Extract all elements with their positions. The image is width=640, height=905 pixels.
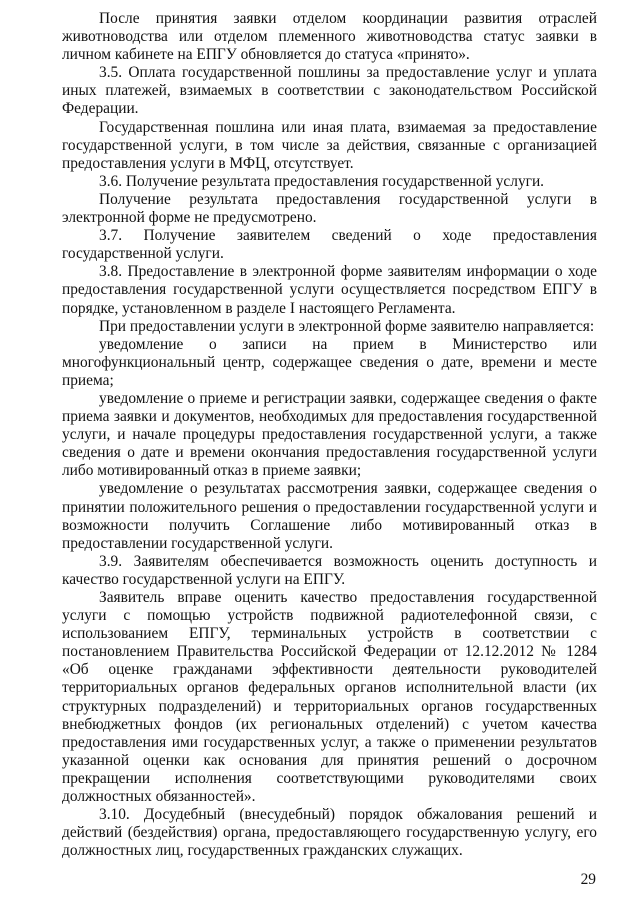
page-number: 29 xyxy=(580,871,596,888)
paragraph: Получение результата предоставления государственной услуги в электронной форме не предусмотрено. xyxy=(62,190,597,227)
paragraph: уведомление о результатах рассмотрения заявки, содержащее сведения о принятии положительного решения о предоставлении государственной услуги и возможности получить Соглашение либо мотивированный отказ в предоставлении государственной услуги. xyxy=(62,480,597,552)
paragraph: 3.10. Досудебный (внесудебный) порядок обжалования решений и действий (бездействия) органа, предоставляющего государственную услугу, его должностных лиц, государственных гражданских служащих. xyxy=(62,806,597,860)
paragraph: 3.9. Заявителям обеспечивается возможность оценить доступность и качество государственной услуги на ЕПГУ. xyxy=(62,552,597,588)
paragraph: 3.6. Получение результата предоставления государственной услуги. xyxy=(99,172,545,190)
paragraph: 3.8. Предоставление в электронной форме заявителям информации о ходе предоставления государственной услуги осуществляется посредством ЕПГУ в порядке, установленном в разделе I настоящего Регламента. xyxy=(62,263,597,317)
paragraph: Государственная пошлина или иная плата, взимаемая за предоставление государственной услуги, в том числе за действия, связанные с организацией предоставления услуги в МФЦ, отсутствует. xyxy=(62,118,597,172)
paragraph: Заявитель вправе оценить качество предоставления государственной услуги с помощью устройств подвижной радиотелефонной связи, с использованием ЕПГУ, терминальных устройств в соответствии с постановлением Правительства Российской Федерации от 12.12.2012 № 1284 «Об оценке гражданами эффективности деятельности руководителей территориальных органов федеральных органов исполнительной власти (их структурных подразделений) и территориальных органов государственных внебюджетных фондов (их региональных отделений) с учетом качества предоставления ими государственных услуг, а также о применении результатов указанной оценки как основания для принятия решений о досрочном прекращении исполнения соответствующими руководителями своих должностных обязанностей». xyxy=(62,589,597,806)
paragraph: При предоставлении услуги в электронной форме заявителю направляется: xyxy=(99,317,595,335)
paragraph: После принятия заявки отделом координации развития отраслей животноводства или отделом племенного животноводства статус заявки в личном кабинете на ЕПГУ обновляется до статуса «принято». xyxy=(62,10,597,64)
paragraph: уведомление о записи на прием в Министерство или многофункциональный центр, содержащее сведения о дате, времени и месте приема; xyxy=(62,335,597,389)
document-page xyxy=(62,10,597,860)
paragraph: 3.5. Оплата государственной пошлины за предоставление услуг и уплата иных платежей, взимаемых в соответствии с законодательством Российской Федерации. xyxy=(62,64,597,118)
paragraph: 3.7. Получение заявителем сведений о ходе предоставления государственной услуги. xyxy=(62,227,597,263)
paragraph: уведомление о приеме и регистрации заявки, содержащее сведения о факте приема заявки и документов, необходимых для предоставления государственной услуги, и начале процедуры предоставления государственной услуги, а также сведения о дате и времени окончания предоставления государственной услуги либо мотивированный отказ в приеме заявки; xyxy=(62,389,597,480)
